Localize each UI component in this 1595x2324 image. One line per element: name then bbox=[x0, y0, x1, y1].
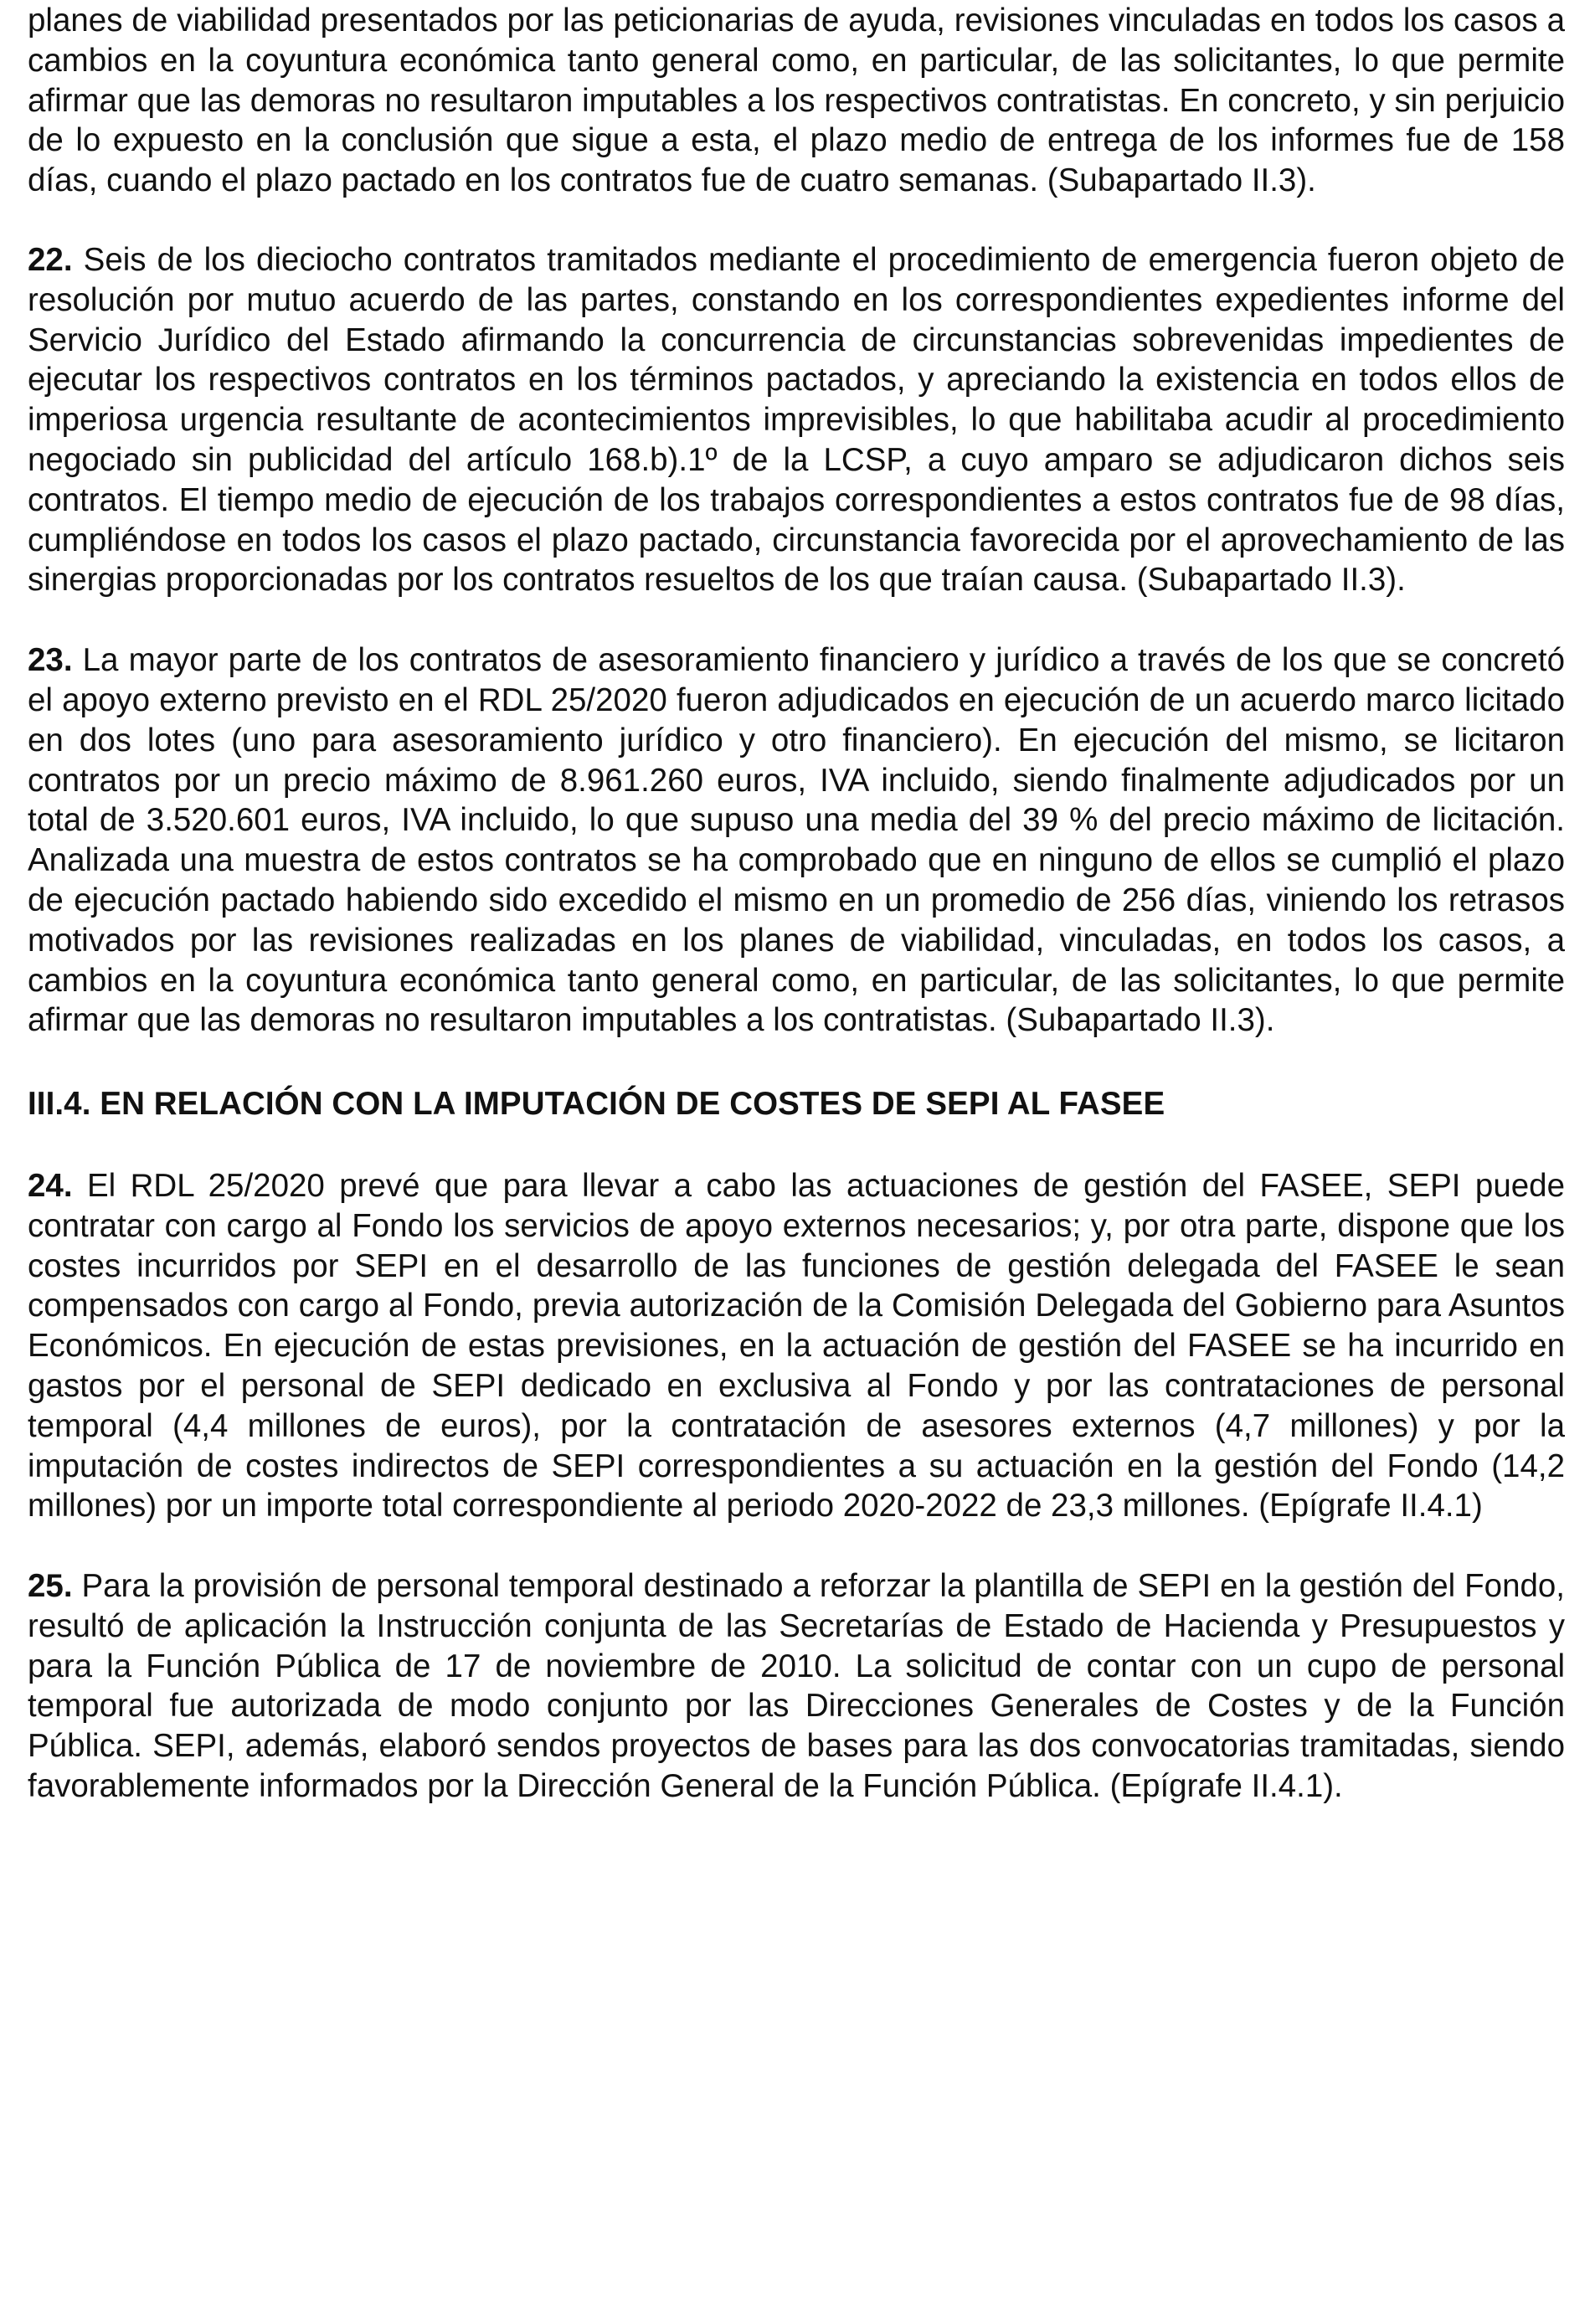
paragraph-23 bbox=[28, 640, 1565, 1041]
paragraph-text: El RDL 25/2020 prevé que para llevar a cabo las actuaciones de gestión del FASEE, SEPI puede contratar con cargo al Fondo los servicios de apoyo externos necesarios; y, por otra parte, dispone que los costes incurridos por SEPI en el desarrollo de las funciones de gestión delegada del FASEE le sean compensados con cargo al Fondo, previa autorización de la Comisión Delegada del Gobierno para Asuntos Económicos. En ejecución de estas previsiones, en la actuación de gestión del FASEE se ha incurrido en gastos por el personal de SEPI dedicado en exclusiva al Fondo y por las contrataciones de personal temporal (4,4 millones de euros), por la contratación de asesores externos (4,7 millones) y por la imputación de costes indirectos de SEPI correspondientes a su actuación en la gestión del Fondo (14,2 millones) por un importe total correspondiente al periodo 2020-2022 de 23,3 millones. (Epígrafe II.4.1) bbox=[28, 1167, 1565, 1524]
document-page bbox=[28, 0, 1565, 1807]
paragraph-number: 23. bbox=[28, 642, 73, 679]
paragraph-25 bbox=[28, 1566, 1565, 1807]
paragraph-number: 22. bbox=[28, 241, 73, 278]
section-heading: III.4. EN RELACIÓN CON LA IMPUTACIÓN DE COSTES DE SEPI AL FASEE bbox=[28, 1086, 1165, 1123]
paragraph-number: 25. bbox=[28, 1568, 73, 1605]
paragraph-24 bbox=[28, 1166, 1565, 1526]
paragraph-text: Para la provisión de personal temporal destinado a reforzar la plantilla de SEPI en la gestión del Fondo, resultó de aplicación la Instrucción conjunta de las Secretarías de Estado de Hacienda y Presupuestos y para la Función Pública de 17 de noviembre de 2010. La solicitud de contar con un cupo de personal temporal fue autorizada de modo conjunto por las Direcciones Generales de Costes y de la Función Pública. SEPI, además, elaboró sendos proyectos de bases para las dos convocatorias tramitadas, siendo favorablemente informados por la Dirección General de la Función Pública. (Epígrafe II.4.1). bbox=[28, 1568, 1565, 1805]
paragraph-text: Seis de los dieciocho contratos tramitados mediante el procedimiento de emergencia fueron objeto de resolución por mutuo acuerdo de las partes, constando en los correspondientes expedientes informe del Servicio Jurídico del Estado afirmando la concurrencia de circunstancias sobrevenidas impedientes de ejecutar los respectivos contratos en los términos pactados, y apreciando la existencia en todos ellos de imperiosa urgencia resultante de acontecimientos imprevisibles, lo que habilitaba acudir al procedimiento negociado sin publicidad del artículo 168.b).1º de la LCSP, a cuyo amparo se adjudicaron dichos seis contratos. El tiempo medio de ejecución de los trabajos correspondientes a estos contratos fue de 98 días, cumpliéndose en todos los casos el plazo pactado, circunstancia favorecida por el aprovechamiento de las sinergias proporcionadas por los contratos resueltos de los que traían causa. (Subapartado II.3). bbox=[28, 241, 1565, 599]
paragraph-22 bbox=[28, 240, 1565, 600]
paragraph-number: 24. bbox=[28, 1167, 73, 1204]
continued-paragraph: planes de viabilidad presentados por las peticionarias de ayuda, revisiones vinculadas en todos los casos a cambios en la coyuntura económica tanto general como, en particular, de las solicitantes, lo que permite afirmar que las demoras no resultaron imputables a los respectivos contratistas. En concreto, y sin perjuicio de lo expuesto en la conclusión que sigue a esta, el plazo medio de entrega de los informes fue de 158 días, cuando el plazo pactado en los contratos fue de cuatro semanas. (Subapartado II.3). bbox=[28, 3, 1565, 199]
paragraph-text: La mayor parte de los contratos de asesoramiento financiero y jurídico a través de los que se concretó el apoyo externo previsto en el RDL 25/2020 fueron adjudicados en ejecución de un acuerdo marco licitado en dos lotes (uno para asesoramiento jurídico y otro financiero). En ejecución del mismo, se licitaron contratos por un precio máximo de 8.961.260 euros, IVA incluido, siendo finalmente adjudicados por un total de 3.520.601 euros, IVA incluido, lo que supuso una media del 39 % del precio máximo de licitación. Analizada una muestra de estos contratos se ha comprobado que en ninguno de ellos se cumplió el plazo de ejecución pactado habiendo sido excedido el mismo en un promedio de 256 días, viniendo los retrasos motivados por las revisiones realizadas en los planes de viabilidad, vinculadas, en todos los casos, a cambios en la coyuntura económica tanto general como, en particular, de las solicitantes, lo que permite afirmar que las demoras no resultaron imputables a los contratistas. (Subapartado II.3). bbox=[28, 642, 1565, 1039]
